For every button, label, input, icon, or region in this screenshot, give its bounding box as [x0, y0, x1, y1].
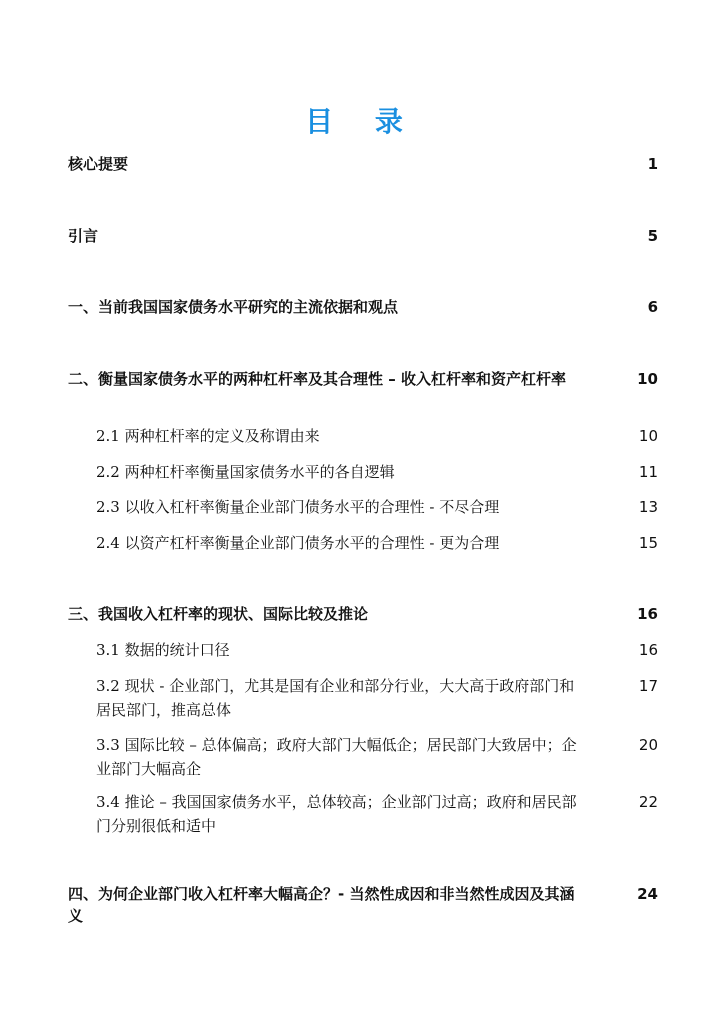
toc-entry-page: 15 — [638, 534, 658, 552]
toc-entry-text: 2.1 两种杠杆率的定义及称谓由来 — [96, 427, 320, 445]
toc-entry-text: 3.2 现状 - 企业部门，尤其是国有企业和部分行业，大大高于政府部门和居民部门，推高总体 — [96, 677, 575, 719]
toc-entry[interactable] — [68, 603, 658, 625]
toc-entry-text: 3.1 数据的统计口径 — [96, 641, 230, 659]
toc-entry[interactable] — [96, 495, 658, 519]
toc-entry-text: 三、我国收入杠杆率的现状、国际比较及推论 — [68, 605, 369, 623]
toc-entry-text: 四、为何企业部门收入杠杆率大幅高企？- 当然性成因和非当然性成因及其涵义 — [68, 885, 575, 925]
toc-entry[interactable] — [68, 296, 658, 318]
toc-entry[interactable] — [68, 883, 658, 927]
toc-entry[interactable] — [96, 531, 658, 555]
toc-entry-text: 2.3 以收入杠杆率衡量企业部门债务水平的合理性 - 不尽合理 — [96, 498, 500, 516]
toc-entry[interactable] — [96, 790, 658, 838]
toc-entry[interactable] — [96, 733, 658, 781]
toc-entry-page: 11 — [638, 463, 658, 481]
toc-entry-text: 二、衡量国家债务水平的两种杠杆率及其合理性 – 收入杠杆率和资产杠杆率 — [68, 370, 566, 388]
toc-entry[interactable] — [96, 638, 658, 662]
toc-entry[interactable] — [96, 460, 658, 484]
toc-entry-page: 6 — [647, 298, 658, 316]
toc-entry[interactable] — [68, 368, 658, 390]
toc-title: 目 录 — [305, 105, 419, 138]
toc-entry-page: 24 — [637, 885, 658, 903]
toc-entry-page: 5 — [647, 227, 658, 245]
toc-entry-page: 16 — [638, 641, 658, 659]
toc-entry-page: 16 — [637, 605, 658, 623]
toc-entry[interactable] — [68, 153, 658, 175]
toc-entry[interactable] — [96, 424, 658, 448]
toc-entry-page: 13 — [638, 498, 658, 516]
toc-entry-text: 3.4 推论 – 我国国家债务水平，总体较高；企业部门过高；政府和居民部门分别很低和适中 — [96, 793, 577, 835]
toc-entry-text: 3.3 国际比较 – 总体偏高；政府大部门大幅低企；居民部门大致居中；企业部门大幅高企 — [96, 736, 577, 778]
toc-entry-page: 20 — [638, 736, 658, 754]
toc-entry-text: 引言 — [68, 227, 99, 245]
toc-entry-page: 10 — [637, 370, 658, 388]
toc-entry-text: 一、当前我国国家债务水平研究的主流依据和观点 — [68, 298, 399, 316]
toc-entry-text: 2.2 两种杠杆率衡量国家债务水平的各自逻辑 — [96, 463, 395, 481]
toc-entry-text: 2.4 以资产杠杆率衡量企业部门债务水平的合理性 - 更为合理 — [96, 534, 500, 552]
toc-entry[interactable] — [68, 225, 658, 247]
toc-entry-page: 17 — [638, 677, 658, 695]
toc-entry-page: 10 — [638, 427, 658, 445]
toc-entry-page: 1 — [647, 155, 658, 173]
toc-entry[interactable] — [96, 674, 658, 722]
toc-entry-text: 核心提要 — [68, 155, 129, 173]
toc-entry-page: 22 — [638, 793, 658, 811]
